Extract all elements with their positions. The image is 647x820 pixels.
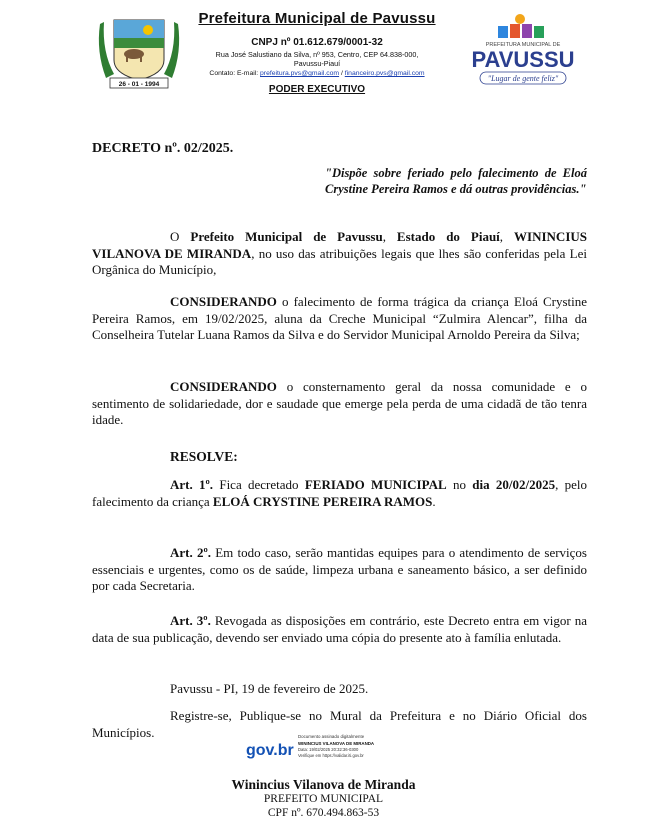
considerando-1-text: o falecimento de forma trágica da criança Eloá Crystine Pereira Ramos, em 19/02/2025, aluna da Creche Municipal “Zulmira Alencar”, filha da Conselheira Tutelar Luana Ramos da Silva e do Servidor Municipal Arnoldo Pereira da Silva; <box>92 294 587 342</box>
govbr-signature-stamp <box>246 731 396 765</box>
considerando-2-text: o consternamento geral da nossa comunidade e o sentimento de solidariedade, dor e saudade que emerge pela perda de uma cidadã de tão tenra idade. <box>92 379 587 427</box>
registre-paragraph: Registre-se, Publique-se no Mural da Prefeitura e no Diário Oficial dos Municípios. <box>92 708 587 740</box>
article-3-text: Revogada as disposições em contrário, este Decreto entra em vigor na data de sua publicação, devendo ser enviado uma cópia do presente ato à família enlutada. <box>92 613 588 645</box>
decree-number: DECRETO nº. 02/2025. <box>92 141 234 156</box>
address-line-2: Pavussu-Piauí <box>293 59 341 68</box>
article-1-text-2: no <box>446 477 473 492</box>
contact-prefix: Contato: E-mail: <box>209 70 261 77</box>
email-separator: / <box>339 70 345 77</box>
address-line-1: Rua José Salustiano da Silva, nº 953, Centro, CEP 64.838-000, <box>215 50 419 59</box>
considerando-1 <box>92 294 587 344</box>
intro-text: O <box>170 229 191 244</box>
logo-small-text: PREFEITURA MUNICIPAL DE <box>485 42 561 48</box>
signatory-name: Winincius Vilanova de Miranda <box>231 777 416 792</box>
considerando-2 <box>92 379 587 429</box>
letterhead-text <box>192 10 442 95</box>
article-1-text-1: Fica decretado <box>213 477 305 492</box>
govbr-line-2: WININCIUS VILANOVA DE MIRANDA <box>298 741 375 746</box>
logo-slogan: "Lugar de gente feliz" <box>487 74 559 83</box>
intro-rest: , no uso das atribuições legais que lhes são conferidas pela Lei Orgânica do Município, <box>92 245 587 277</box>
intro-bold-1: Prefeito Municipal de Pavussu <box>190 229 383 244</box>
signatory-cpf: CPF nº. 670.494.863-53 <box>267 807 380 819</box>
intro-sep-1: , <box>382 229 397 244</box>
decree-summary: "Dispõe sobre feriado pelo falecimento de Eloá Crystine Pereira Ramos e dá outras providências." <box>325 166 587 196</box>
article-1 <box>92 477 587 510</box>
email-link-2[interactable]: financeiro.pvs@gmail.com <box>344 70 425 77</box>
signatory-role: PREFEITO MUNICIPAL <box>263 793 384 805</box>
article-3-label: Art. 3º. <box>170 613 211 628</box>
poder-executivo: PODER EXECUTIVO <box>268 84 366 95</box>
article-1-text-3: , pelo falecimento da criança <box>92 477 588 509</box>
intro-bold-2: Estado do Piauí <box>396 229 500 244</box>
municipal-seal-icon <box>96 12 182 92</box>
letterhead <box>0 0 647 110</box>
govbr-line-4: Verifique em https://validar.iti.gov.br <box>298 753 364 758</box>
contact-line <box>192 70 442 77</box>
resolve-heading: RESOLVE: <box>170 449 238 464</box>
intro-sep-2: , <box>499 229 515 244</box>
article-1-text-4: . <box>432 493 436 509</box>
logo-name: PAVUSSU <box>471 47 575 72</box>
article-2 <box>92 545 587 595</box>
govbr-line-3: Data: 19/02/2025 20:32:36-0300 <box>298 747 359 752</box>
article-2-label: Art. 2º. <box>170 545 211 560</box>
article-2-text: Em todo caso, serão mantidas equipes para o atendimento de serviços essenciais e urgentes, como os de saúde, limpeza urbana e saneamento básico, a ser definido por cada Secretaria. <box>92 545 587 593</box>
considerando-2-label: CONSIDERANDO <box>170 379 277 394</box>
article-1-label: Art. 1º. <box>170 477 214 492</box>
article-3 <box>92 613 587 646</box>
email-link-1[interactable]: prefeitura.pvs@gmail.com <box>260 70 340 77</box>
prefeitura-title: Prefeitura Municipal de Pavussu <box>198 10 436 27</box>
govbr-line-1: Documento assinado digitalmente <box>298 734 365 739</box>
considerando-1-label: CONSIDERANDO <box>170 294 277 309</box>
govbr-brand: gov.br <box>246 742 294 759</box>
seal-date: 26 - 01 - 1994 <box>118 81 160 88</box>
intro-bold-3: WININCIUS VILANOVA DE MIRANDA <box>92 229 587 261</box>
intro-paragraph <box>92 229 587 279</box>
article-1-bold-2: FERIADO MUNICIPAL <box>304 477 447 492</box>
address <box>192 50 442 68</box>
decree-date: Pavussu - PI, 19 de fevereiro de 2025. <box>170 681 369 696</box>
pavussu-logo <box>458 12 588 92</box>
article-1-bold-3: dia 20/02/2025 <box>472 477 556 492</box>
article-1-bold-4: ELOÁ CRYSTINE PEREIRA RAMOS <box>212 493 433 509</box>
cnpj: CNPJ nº 01.612.679/0001-32 <box>251 37 383 48</box>
